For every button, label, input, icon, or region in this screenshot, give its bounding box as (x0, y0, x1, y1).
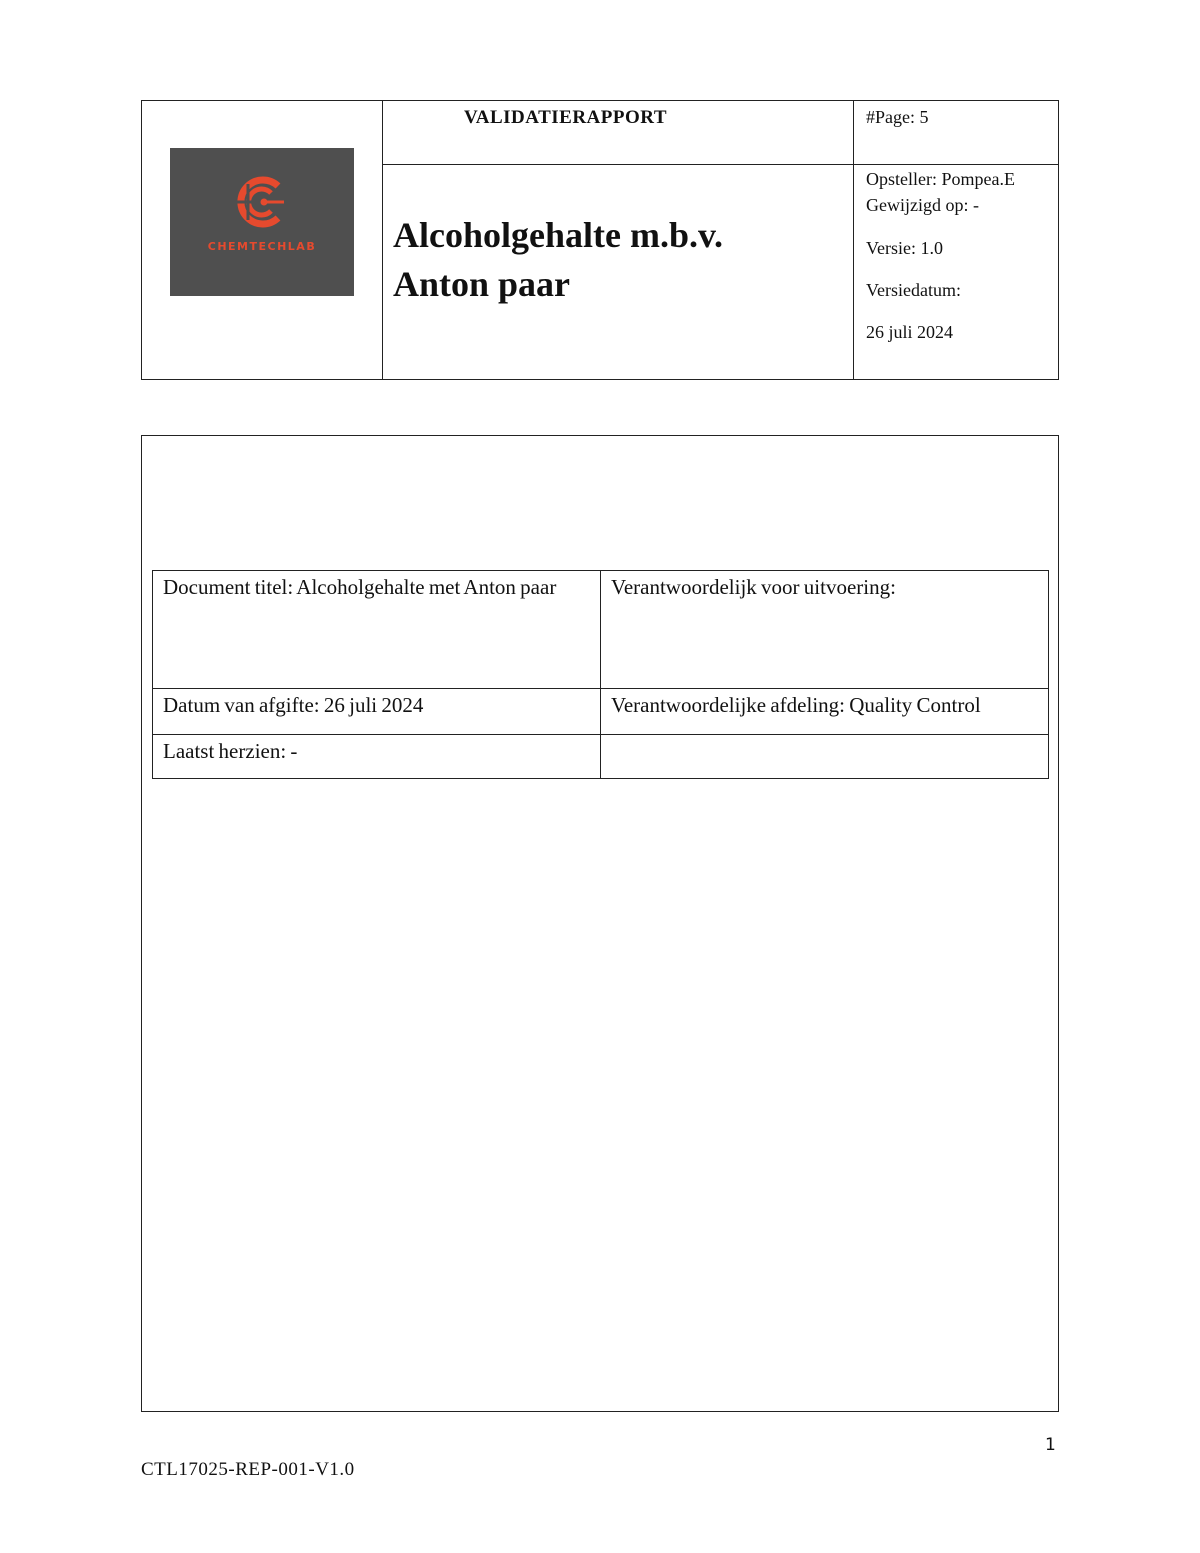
header-divider (382, 101, 383, 379)
document-title-line: Anton paar (393, 264, 571, 304)
version-field: Versie: 1.0 (866, 238, 943, 258)
table-row (153, 571, 1049, 689)
table-row (153, 689, 1049, 735)
header-divider (853, 101, 854, 379)
document-title-cell: Document titel: Alcoholgehalte met Anton paar (153, 571, 601, 689)
document-header (141, 100, 1059, 380)
responsible-department-cell: Verantwoordelijke afdeling: Quality Control (601, 689, 1049, 735)
report-type: VALIDATIERAPPORT (464, 107, 667, 128)
responsible-execution-cell: Verantwoordelijk voor uitvoering: (601, 571, 1049, 689)
version-date-label: Versiedatum: (866, 280, 961, 300)
issue-date-cell: Datum van afgifte: 26 juli 2024 (153, 689, 601, 735)
document-code: CTL17025-REP-001-V1.0 (141, 1459, 355, 1480)
version-date: 26 juli 2024 (866, 322, 954, 342)
author-field: Opsteller: Pompea.E (866, 169, 1015, 189)
empty-cell (601, 735, 1049, 779)
document-info-table (152, 570, 1049, 779)
modified-field: Gewijzigd op: - (866, 195, 979, 215)
page-indicator: #Page: 5 (866, 107, 929, 127)
last-revised-cell: Laatst herzien: - (153, 735, 601, 779)
logo-wordmark: CHEMTECHLAB (207, 240, 317, 253)
chemtechlab-logo-icon (234, 174, 290, 230)
company-logo (170, 148, 354, 296)
table-row (153, 735, 1049, 779)
header-divider (382, 164, 1058, 165)
document-title-line: Alcoholgehalte m.b.v. (393, 215, 723, 255)
document-title (393, 211, 833, 309)
page-number: 1 (1045, 1435, 1056, 1455)
